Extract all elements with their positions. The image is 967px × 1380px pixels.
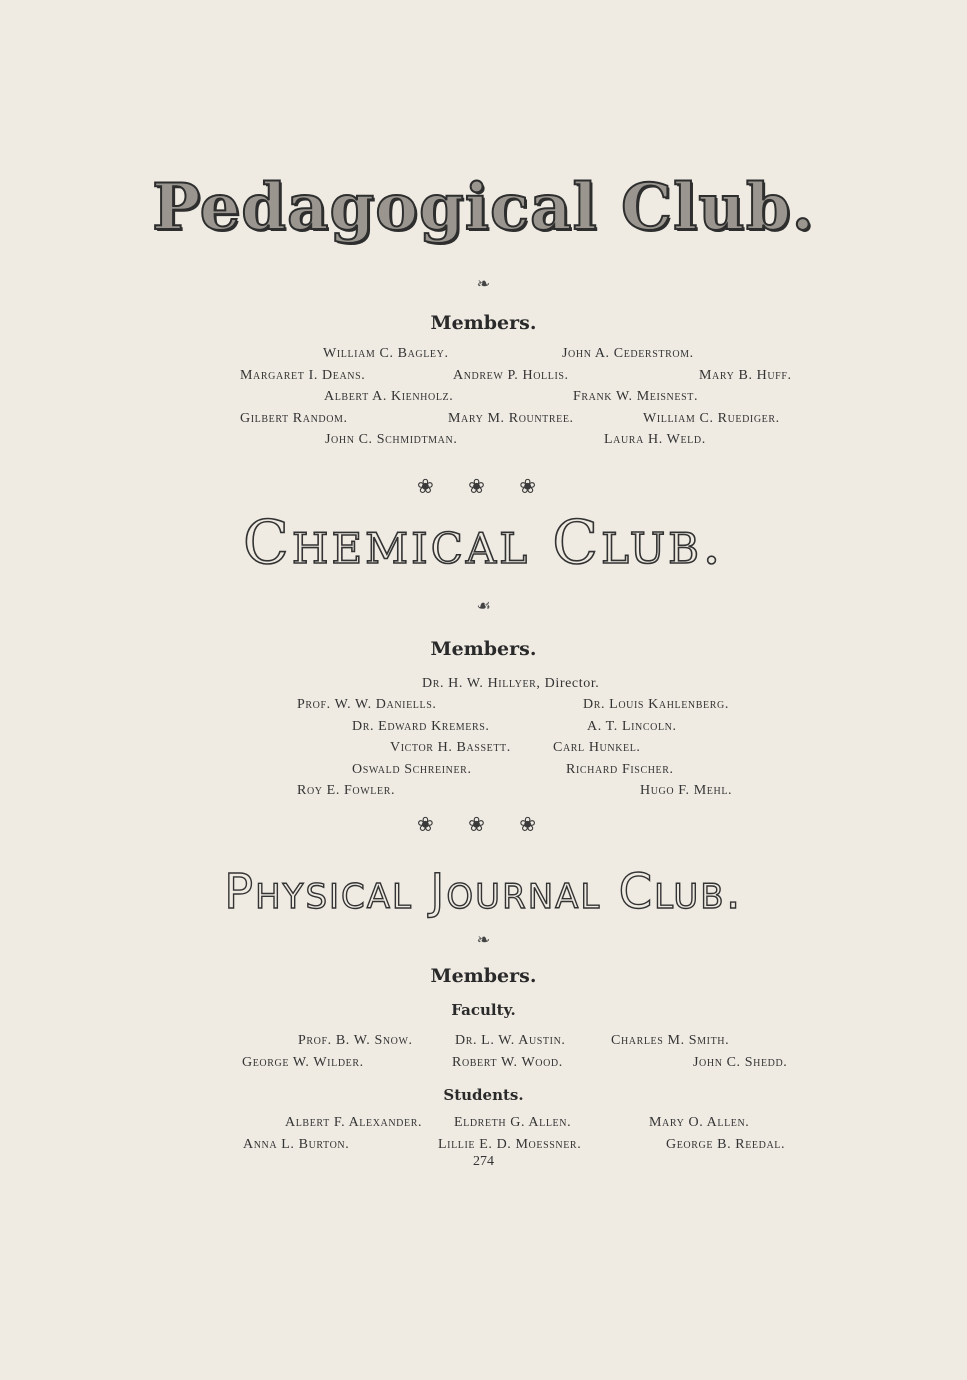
member-name: Frank W. Meisnest.	[573, 389, 699, 404]
member-name: William C. Ruediger.	[643, 411, 780, 426]
member-name: John A. Cederstrom.	[562, 346, 694, 361]
ornament-icon: ❧	[476, 930, 491, 949]
ornament-icon: ☙	[476, 596, 491, 615]
member-name: Richard Fischer.	[566, 762, 674, 777]
ornament-icon: ❧	[476, 274, 491, 293]
member-name: John C. Schmidtman.	[325, 432, 458, 447]
student-name: Lillie E. D. Moessner.	[438, 1137, 582, 1152]
member-name: Mary B. Huff.	[699, 368, 792, 383]
member-name: Gilbert Random.	[240, 411, 348, 426]
faculty-name: John C. Shedd.	[693, 1055, 788, 1070]
student-name: Eldreth G. Allen.	[454, 1115, 572, 1130]
member-name: William C. Bagley.	[323, 346, 449, 361]
director-name: Dr. H. W. Hillyer,	[422, 676, 541, 691]
member-name: Oswald Schreiner.	[352, 762, 472, 777]
faculty-name: Prof. B. W. Snow.	[298, 1033, 413, 1048]
member-name: Laura H. Weld.	[604, 432, 706, 447]
member-name: Albert A. Kienholz.	[324, 389, 454, 404]
chemical-club-title: Chemical Club.	[242, 508, 725, 578]
students-heading: Students.	[443, 1086, 524, 1104]
flower-separator-icon: ❀ ❀ ❀	[417, 812, 550, 836]
faculty-name: Charles M. Smith.	[611, 1033, 730, 1048]
member-name: Mary M. Rountree.	[448, 411, 574, 426]
member-name: Hugo F. Mehl.	[640, 783, 733, 798]
member-name: Carl Hunkel.	[553, 740, 641, 755]
member-name: Dr. Edward Kremers.	[352, 719, 490, 734]
faculty-name: George W. Wilder.	[242, 1055, 364, 1070]
student-name: Albert F. Alexander.	[285, 1115, 423, 1130]
member-name: Victor H. Bassett.	[390, 740, 511, 755]
pedagogical-club-title: Pedagogical Club.	[152, 170, 815, 245]
flower-separator-icon: ❀ ❀ ❀	[417, 474, 550, 498]
physical-members-heading: Members.	[430, 965, 537, 987]
member-name: Dr. Louis Kahlenberg.	[583, 697, 729, 712]
member-name: Margaret I. Deans.	[240, 368, 366, 383]
member-name: Prof. W. W. Daniells.	[297, 697, 437, 712]
chemical-members-heading: Members.	[430, 638, 537, 660]
member-name: Andrew P. Hollis.	[453, 368, 569, 383]
faculty-heading: Faculty.	[451, 1001, 516, 1019]
faculty-name: Dr. L. W. Austin.	[455, 1033, 566, 1048]
pedagogical-members-heading: Members.	[430, 312, 537, 334]
physical-journal-club-title: Physical Journal Club.	[224, 864, 743, 920]
page-number: 274	[473, 1154, 494, 1169]
director-title: Director.	[544, 676, 600, 691]
faculty-name: Robert W. Wood.	[452, 1055, 563, 1070]
student-name: Anna L. Burton.	[243, 1137, 350, 1152]
director-line	[422, 676, 599, 692]
student-name: George B. Reedal.	[666, 1137, 786, 1152]
member-name: Roy E. Fowler.	[297, 783, 396, 798]
student-name: Mary O. Allen.	[649, 1115, 750, 1130]
member-name: A. T. Lincoln.	[587, 719, 677, 734]
